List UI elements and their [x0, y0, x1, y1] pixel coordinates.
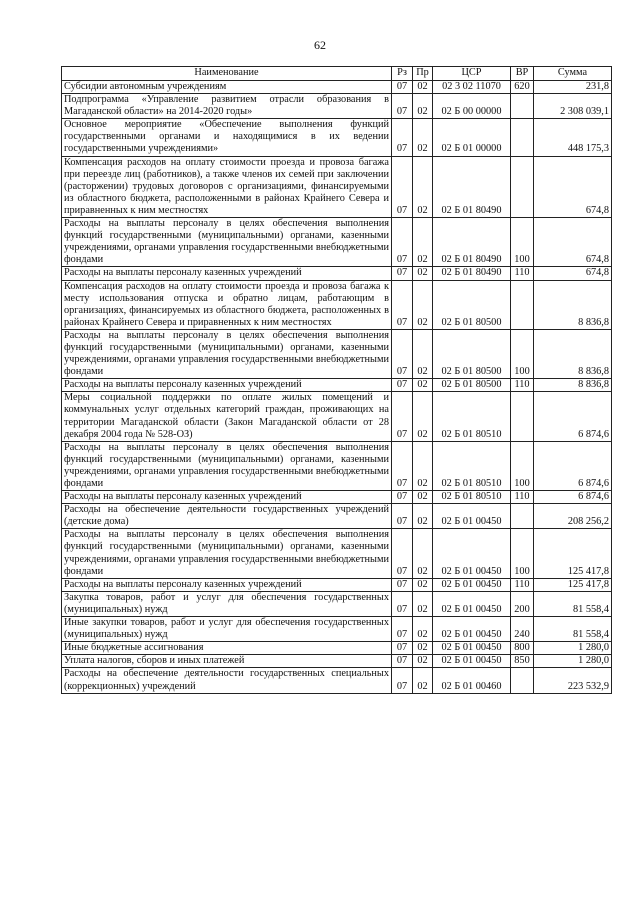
- table-row: [62, 578, 612, 591]
- cell-pr: 02: [413, 329, 433, 378]
- table-row: [62, 504, 612, 529]
- cell-name: Расходы на обеспечение деятельности государственных учреждений (детские дома): [62, 504, 392, 529]
- table-row: [62, 491, 612, 504]
- cell-name: Субсидии автономным учреждениям: [62, 81, 392, 94]
- cell-vr: 100: [511, 529, 534, 578]
- cell-sum: 8 836,8: [534, 280, 612, 329]
- cell-sum: 674,8: [534, 156, 612, 217]
- cell-pr: 02: [413, 617, 433, 642]
- table-row: [62, 529, 612, 578]
- cell-pr: 02: [413, 156, 433, 217]
- cell-rz: 07: [392, 280, 413, 329]
- cell-pr: 02: [413, 379, 433, 392]
- cell-name: Расходы на выплаты персоналу в целях обеспечения выполнения функций государственными (муниципальными) органами, казенными учреждениями, органами управления государственными внебюджетными фондами: [62, 218, 392, 267]
- cell-sum: 1 280,0: [534, 655, 612, 668]
- cell-rz: 07: [392, 655, 413, 668]
- cell-csr: 02 Б 01 00450: [433, 578, 511, 591]
- cell-sum: 8 836,8: [534, 379, 612, 392]
- table-row: [62, 119, 612, 156]
- cell-name: Расходы на выплаты персоналу в целях обеспечения выполнения функций государственными (муниципальными) органами, казенными учреждениями, органами управления государственными внебюджетными фондами: [62, 529, 392, 578]
- cell-rz: 07: [392, 156, 413, 217]
- cell-sum: 1 280,0: [534, 642, 612, 655]
- cell-pr: 02: [413, 119, 433, 156]
- cell-rz: 07: [392, 668, 413, 693]
- cell-name: Компенсация расходов на оплату стоимости проезда и провоза багажа при переезде лиц (работников), а также членов их семей при заключении (расторжении) трудовых договоров с организациями, финансируемыми из областного бюджета, расположенными в районах Крайнего Севера и приравненных к ним местностях: [62, 156, 392, 217]
- cell-rz: 07: [392, 617, 413, 642]
- cell-pr: 02: [413, 218, 433, 267]
- table-row: [62, 379, 612, 392]
- cell-rz: 07: [392, 119, 413, 156]
- column-header-pr: Пр: [413, 67, 433, 81]
- cell-pr: 02: [413, 655, 433, 668]
- cell-sum: 81 558,4: [534, 591, 612, 616]
- cell-pr: 02: [413, 642, 433, 655]
- cell-vr: [511, 392, 534, 441]
- table-row: [62, 392, 612, 441]
- cell-csr: 02 Б 01 00000: [433, 119, 511, 156]
- table-row: [62, 81, 612, 94]
- cell-name: Закупка товаров, работ и услуг для обеспечения государственных (муниципальных) нужд: [62, 591, 392, 616]
- cell-name: Подпрограмма «Управление развитием отрасли образования в Магаданской области» на 2014-2020 годы»: [62, 94, 392, 119]
- cell-name: Расходы на выплаты персоналу казенных учреждений: [62, 578, 392, 591]
- cell-name: Уплата налогов, сборов и иных платежей: [62, 655, 392, 668]
- table-row: [62, 591, 612, 616]
- cell-csr: 02 Б 01 80510: [433, 441, 511, 490]
- cell-vr: 620: [511, 81, 534, 94]
- cell-rz: 07: [392, 504, 413, 529]
- column-header-csr: ЦСР: [433, 67, 511, 81]
- cell-name: Расходы на выплаты персоналу казенных учреждений: [62, 379, 392, 392]
- cell-pr: 02: [413, 668, 433, 693]
- cell-vr: 850: [511, 655, 534, 668]
- cell-vr: [511, 280, 534, 329]
- cell-rz: 07: [392, 578, 413, 591]
- cell-name: Расходы на выплаты персоналу в целях обеспечения выполнения функций государственными (муниципальными) органами, казенными учреждениями, органами управления государственными внебюджетными фондами: [62, 441, 392, 490]
- table-row: [62, 94, 612, 119]
- cell-vr: 240: [511, 617, 534, 642]
- cell-vr: 800: [511, 642, 534, 655]
- cell-sum: 6 874,6: [534, 491, 612, 504]
- cell-rz: 07: [392, 94, 413, 119]
- cell-csr: 02 Б 01 00450: [433, 617, 511, 642]
- cell-vr: [511, 94, 534, 119]
- cell-sum: 6 874,6: [534, 441, 612, 490]
- cell-csr: 02 Б 01 80500: [433, 329, 511, 378]
- budget-table: [61, 66, 612, 694]
- table-row: [62, 655, 612, 668]
- cell-rz: 07: [392, 642, 413, 655]
- cell-sum: 125 417,8: [534, 578, 612, 591]
- cell-rz: 07: [392, 392, 413, 441]
- table-header-row: [62, 67, 612, 81]
- cell-rz: 07: [392, 267, 413, 280]
- cell-csr: 02 Б 01 80510: [433, 491, 511, 504]
- cell-name: Расходы на выплаты персоналу казенных учреждений: [62, 491, 392, 504]
- cell-vr: 110: [511, 379, 534, 392]
- cell-name: Расходы на выплаты персоналу в целях обеспечения выполнения функций государственными (муниципальными) органами, казенными учреждениями, органами управления государственными внебюджетными фондами: [62, 329, 392, 378]
- cell-rz: 07: [392, 491, 413, 504]
- column-header-vr: ВР: [511, 67, 534, 81]
- table-row: [62, 441, 612, 490]
- cell-name: Расходы на обеспечение деятельности государственных специальных (коррекционных) учреждений: [62, 668, 392, 693]
- table-row: [62, 617, 612, 642]
- cell-pr: 02: [413, 529, 433, 578]
- cell-vr: 100: [511, 441, 534, 490]
- cell-pr: 02: [413, 591, 433, 616]
- cell-csr: 02 Б 01 80510: [433, 392, 511, 441]
- table-row: [62, 267, 612, 280]
- cell-vr: 100: [511, 218, 534, 267]
- cell-csr: 02 Б 01 00460: [433, 668, 511, 693]
- cell-pr: 02: [413, 267, 433, 280]
- cell-rz: 07: [392, 591, 413, 616]
- cell-vr: 200: [511, 591, 534, 616]
- table-row: [62, 329, 612, 378]
- cell-sum: 674,8: [534, 218, 612, 267]
- cell-vr: 100: [511, 329, 534, 378]
- cell-vr: [511, 668, 534, 693]
- cell-csr: 02 Б 01 00450: [433, 529, 511, 578]
- column-header-sum: Сумма: [534, 67, 612, 81]
- cell-csr: 02 Б 01 80500: [433, 280, 511, 329]
- cell-name: Расходы на выплаты персоналу казенных учреждений: [62, 267, 392, 280]
- cell-name: Компенсация расходов на оплату стоимости проезда и провоза багажа к месту использования отпуска и обратно лицам, работающим в организациях, финансируемых из областного бюджета, расположенных в районах Крайнего Севера и приравненных к ним местностях: [62, 280, 392, 329]
- cell-rz: 07: [392, 218, 413, 267]
- cell-sum: 6 874,6: [534, 392, 612, 441]
- cell-vr: [511, 156, 534, 217]
- cell-pr: 02: [413, 491, 433, 504]
- cell-name: Основное мероприятие «Обеспечение выполнения функций государственными органами и находящимися в их ведении государственными учреждениями»: [62, 119, 392, 156]
- table-row: [62, 218, 612, 267]
- cell-csr: 02 Б 01 80490: [433, 218, 511, 267]
- cell-pr: 02: [413, 81, 433, 94]
- cell-sum: 674,8: [534, 267, 612, 280]
- cell-pr: 02: [413, 94, 433, 119]
- cell-vr: 110: [511, 491, 534, 504]
- cell-vr: 110: [511, 267, 534, 280]
- cell-vr: 110: [511, 578, 534, 591]
- cell-pr: 02: [413, 578, 433, 591]
- cell-sum: 231,8: [534, 81, 612, 94]
- cell-pr: 02: [413, 280, 433, 329]
- cell-pr: 02: [413, 392, 433, 441]
- cell-csr: 02 Б 01 80490: [433, 267, 511, 280]
- cell-sum: 2 308 039,1: [534, 94, 612, 119]
- cell-csr: 02 Б 01 80500: [433, 379, 511, 392]
- cell-pr: 02: [413, 441, 433, 490]
- table-row: [62, 642, 612, 655]
- cell-rz: 07: [392, 81, 413, 94]
- cell-name: Меры социальной поддержки по оплате жилых помещений и коммунальных услуг отдельных категорий граждан, проживающих на территории Магаданской области (Закон Магаданской области от 28 декабря 2004 года № 528-ОЗ): [62, 392, 392, 441]
- cell-csr: 02 Б 00 00000: [433, 94, 511, 119]
- cell-vr: [511, 119, 534, 156]
- cell-name: Иные бюджетные ассигнования: [62, 642, 392, 655]
- cell-rz: 07: [392, 529, 413, 578]
- cell-vr: [511, 504, 534, 529]
- cell-sum: 448 175,3: [534, 119, 612, 156]
- cell-csr: 02 Б 01 00450: [433, 655, 511, 668]
- cell-csr: 02 3 02 11070: [433, 81, 511, 94]
- table-row: [62, 668, 612, 693]
- table-row: [62, 280, 612, 329]
- cell-csr: 02 Б 01 00450: [433, 504, 511, 529]
- cell-rz: 07: [392, 379, 413, 392]
- column-header-rz: Рз: [392, 67, 413, 81]
- table-row: [62, 156, 612, 217]
- cell-name: Иные закупки товаров, работ и услуг для обеспечения государственных (муниципальных) нужд: [62, 617, 392, 642]
- cell-csr: 02 Б 01 00450: [433, 642, 511, 655]
- cell-sum: 208 256,2: [534, 504, 612, 529]
- cell-sum: 125 417,8: [534, 529, 612, 578]
- cell-csr: 02 Б 01 80490: [433, 156, 511, 217]
- cell-sum: 8 836,8: [534, 329, 612, 378]
- cell-csr: 02 Б 01 00450: [433, 591, 511, 616]
- cell-sum: 81 558,4: [534, 617, 612, 642]
- page-number: 62: [314, 38, 326, 52]
- cell-rz: 07: [392, 441, 413, 490]
- cell-pr: 02: [413, 504, 433, 529]
- cell-rz: 07: [392, 329, 413, 378]
- column-header-name: Наименование: [62, 67, 392, 81]
- cell-sum: 223 532,9: [534, 668, 612, 693]
